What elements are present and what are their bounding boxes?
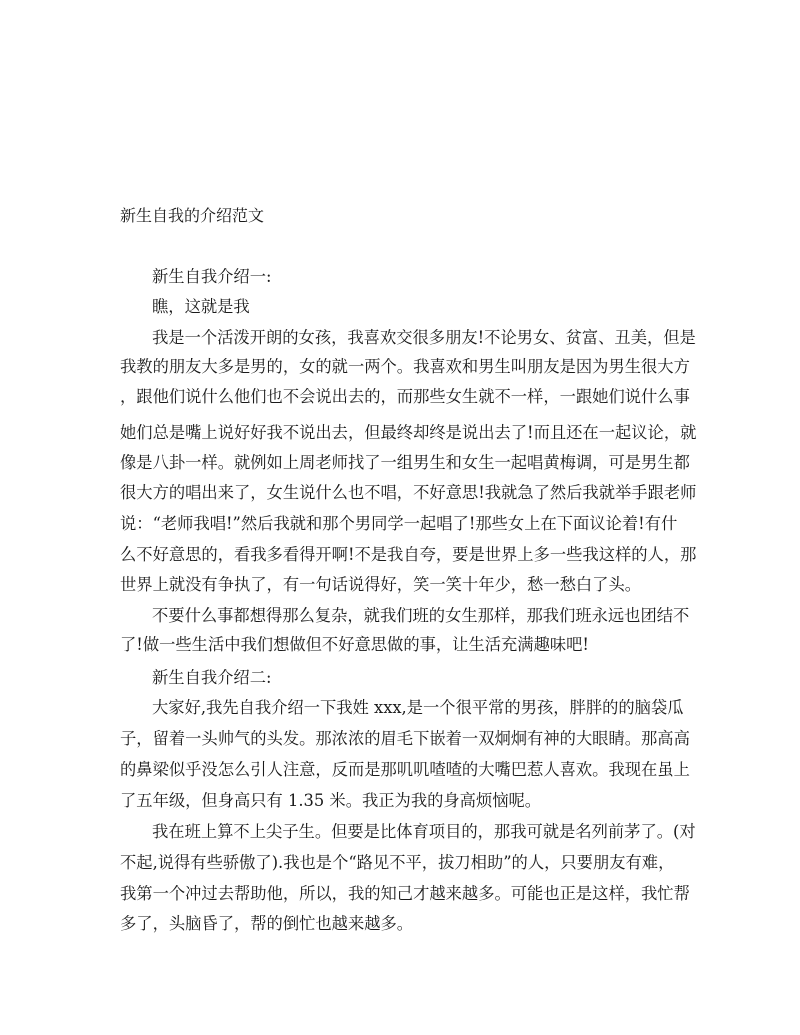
paragraph-line: 我是一个活泼开朗的女孩，我喜欢交很多朋友!不论男女、贫富、丑美，但是 (152, 328, 696, 347)
paragraph-line: 多了，头脑昏了，帮的倒忙也越来越多。 (120, 914, 414, 933)
paragraph-line: 我教的朋友大多是男的，女的就一两个。我喜欢和男生叫朋友是因为男生很大方 (120, 357, 690, 376)
paragraph-line: 瞧，这就是我 (152, 297, 250, 316)
paragraph-line: 不起,说得有些骄傲了).我也是个“路见不平，拔刀相助”的人，只要朋友有难， (120, 853, 675, 872)
paragraph-line: 了!做一些生活中我们想做但不好意思做的事，让生活充满趣味吧! (120, 635, 589, 654)
paragraph-line: ，跟他们说什么他们也不会说出去的，而那些女生就不一样，一跟她们说什么事 (120, 387, 690, 406)
section-heading-1: 新生自我介绍一: (152, 267, 272, 286)
paragraph-line: 么不好意思的，看我多看得开啊!不是我自夸，要是世界上多一些我这样的人，那 (120, 545, 697, 564)
paragraph-line: 世界上就没有争执了，有一句话说得好，笑一笑十年少，愁一愁白了头。 (120, 575, 642, 594)
paragraph-line: 不要什么事都想得那么复杂，就我们班的女生那样，那我们班永远也团结不 (152, 606, 690, 625)
paragraph-line: 我第一个冲过去帮助他，所以，我的知己才越来越多。可能也正是这样，我忙帮 (120, 884, 690, 903)
document-title: 新生自我的介绍范文 (120, 206, 265, 225)
paragraph-line: 很大方的唱出来了，女生说什么也不唱，不好意思!我就急了然后我就举手跟老师 (120, 483, 697, 502)
paragraph-line: 了五年级，但身高只有 1.35 米。我正为我的身高烦恼呢。 (120, 791, 542, 810)
paragraph-line: 的鼻梁似乎没怎么引人注意，反而是那叽叽喳喳的大嘴巴惹人喜欢。我现在虽上 (120, 760, 690, 779)
paragraph-line: 她们总是嘴上说好好我不说出去，但最终却终是说出去了!而且还在一起议论，就 (120, 423, 697, 442)
paragraph-line: 子，留着一头帅气的头发。那浓浓的眉毛下嵌着一双炯炯有神的大眼睛。那高高 (120, 729, 690, 748)
paragraph-line: 我在班上算不上尖子生。但要是比体育项目的，那我可就是名列前茅了。(对 (152, 822, 696, 841)
section-heading-2: 新生自我介绍二: (152, 668, 272, 687)
paragraph-line: 像是八卦一样。就例如上周老师找了一组男生和女生一起唱黄梅调，可是男生都 (120, 453, 690, 472)
paragraph-line: 说：“老师我唱!”然后我就和那个男同学一起唱了!那些女上在下面议论着!有什 (120, 514, 678, 533)
paragraph-line: 大家好,我先自我介绍一下我姓 xxx,是一个很平常的男孩，胖胖的的脑袋瓜 (152, 698, 684, 717)
